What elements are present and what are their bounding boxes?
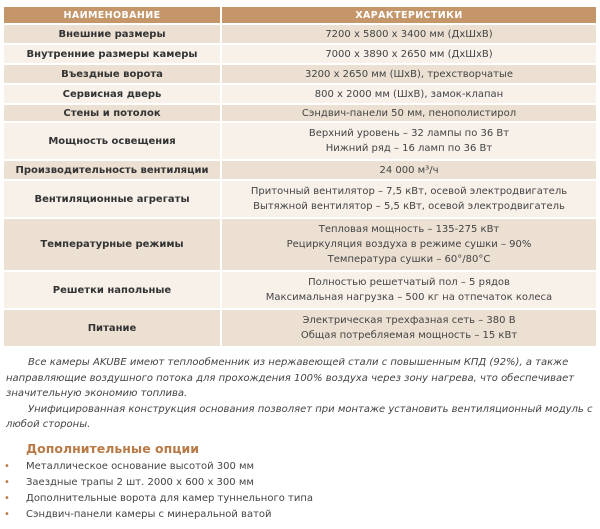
option-label: Сэндвич-панели камеры с минеральной ватой: [26, 509, 272, 520]
spec-value: [222, 181, 596, 217]
spec-value: [222, 310, 596, 346]
spec-row-service-door: [4, 85, 596, 103]
spec-value: [222, 272, 596, 308]
options-title: Дополнительные опции: [26, 441, 200, 456]
spec-value-line: Верхний уровень – 32 лампы по 36 Вт: [308, 128, 510, 139]
spec-value-line: Сэндвич-панели 50 мм, пенополистирол: [301, 107, 517, 119]
note-unified-base: Унифицированная конструкция основания позволяет при монтаже установить вентиляционный модуль с любой стороны.: [6, 403, 593, 430]
spec-value-line: 7200 х 5800 х 3400 мм (ДхШхВ): [325, 28, 493, 40]
header-value: ХАРАКТЕРИСТИКИ: [222, 7, 596, 23]
bullet-icon: •: [4, 509, 10, 520]
list-item: [0, 507, 590, 523]
spec-value-line: 3200 х 2650 мм (ШхВ), трехстворчатые: [304, 68, 514, 80]
spec-value-line: Нижний ряд – 16 ламп по 36 Вт: [325, 143, 493, 154]
spec-value-line: Электрическая трехфазная сеть – 380 В: [302, 315, 516, 326]
spec-value-line: Общая потребляемая мощность – 15 кВт: [300, 330, 518, 341]
spec-row-entry-gates: [4, 65, 596, 83]
options-list: [0, 459, 590, 523]
spec-value: [222, 105, 596, 121]
spec-name: Сервисная дверь: [4, 85, 220, 103]
spec-row-inner-dimensions: [4, 45, 596, 63]
spec-value-line: Максимальная нагрузка – 500 кг на отпечаток колеса: [265, 292, 553, 303]
spec-name: Производительность вентиляции: [4, 161, 220, 179]
spec-name: Питание: [4, 310, 220, 346]
spec-name: Внутренние размеры камеры: [4, 45, 220, 63]
spec-row-ventilation-units: [4, 181, 596, 217]
header-name: НАИМЕНОВАНИЕ: [4, 7, 220, 23]
option-label: Металлическое основание высотой 300 мм: [26, 461, 255, 472]
spec-value-line: 7000 х 3890 х 2650 мм (ДхШхВ): [325, 48, 493, 60]
spec-name: Внешние размеры: [4, 25, 220, 43]
list-item: [0, 475, 590, 491]
notes-section: [6, 355, 596, 433]
spec-value: [222, 45, 596, 63]
spec-value-line: Полностью решетчатый пол – 5 рядов: [308, 277, 510, 288]
spec-name: Решетки напольные: [4, 272, 220, 308]
spec-row-ventilation-capacity: [4, 161, 596, 179]
spec-value: [222, 123, 596, 159]
list-item: [0, 491, 590, 507]
spec-value-line: 24 000 м³/ч: [379, 164, 439, 176]
spec-row-temperature-modes: [4, 219, 596, 270]
spec-value-line: Температура сушки – 60°/80°С: [327, 254, 491, 265]
spec-row-lighting-power: [4, 123, 596, 159]
spec-row-walls-ceiling: [4, 105, 596, 121]
spec-value: [222, 25, 596, 43]
specs-header-row: [4, 7, 596, 23]
spec-value-line: Вытяжной вентилятор – 5,5 кВт, осевой электродвигатель: [253, 201, 565, 212]
spec-value-line: 800 х 2000 мм (ШхВ), замок-клапан: [314, 88, 504, 100]
spec-name: Температурные режимы: [4, 219, 220, 270]
spec-name: Стены и потолок: [4, 105, 220, 121]
option-label: Заездные трапы 2 шт. 2000 х 600 х 300 мм: [26, 477, 254, 488]
spec-name: Мощность освещения: [4, 123, 220, 159]
option-label: Дополнительные ворота для камер туннельного типа: [26, 493, 313, 504]
spec-row-power-supply: [4, 310, 596, 346]
spec-row-floor-grates: [4, 272, 596, 308]
spec-row-outer-dimensions: [4, 25, 596, 43]
spec-name: Въездные ворота: [4, 65, 220, 83]
spec-value: [222, 161, 596, 179]
bullet-icon: •: [4, 493, 10, 504]
spec-value-line: Приточный вентилятор – 7,5 кВт, осевой электродвигатель: [250, 186, 568, 197]
spec-value-line: Тепловая мощность – 135-275 кВт: [318, 224, 500, 235]
spec-value: [222, 65, 596, 83]
spec-value: [222, 85, 596, 103]
note-heat-exchanger: Все камеры AKUBE имеют теплообменник из нержавеющей стали с повышенным КПД (92%), а также направляющие воздушного потока для прохождения 100% воздуха через зону нагрева, что обеспечивает значительную экономию топлива.: [6, 357, 575, 399]
bullet-icon: •: [4, 477, 10, 488]
spec-value-line: Рециркуляция воздуха в режиме сушки – 90%: [286, 239, 532, 250]
spec-name: Вентиляционные агрегаты: [4, 181, 220, 217]
bullet-icon: •: [4, 461, 10, 472]
list-item: [0, 459, 590, 475]
specs-table: [2, 5, 598, 348]
spec-value: [222, 219, 596, 270]
